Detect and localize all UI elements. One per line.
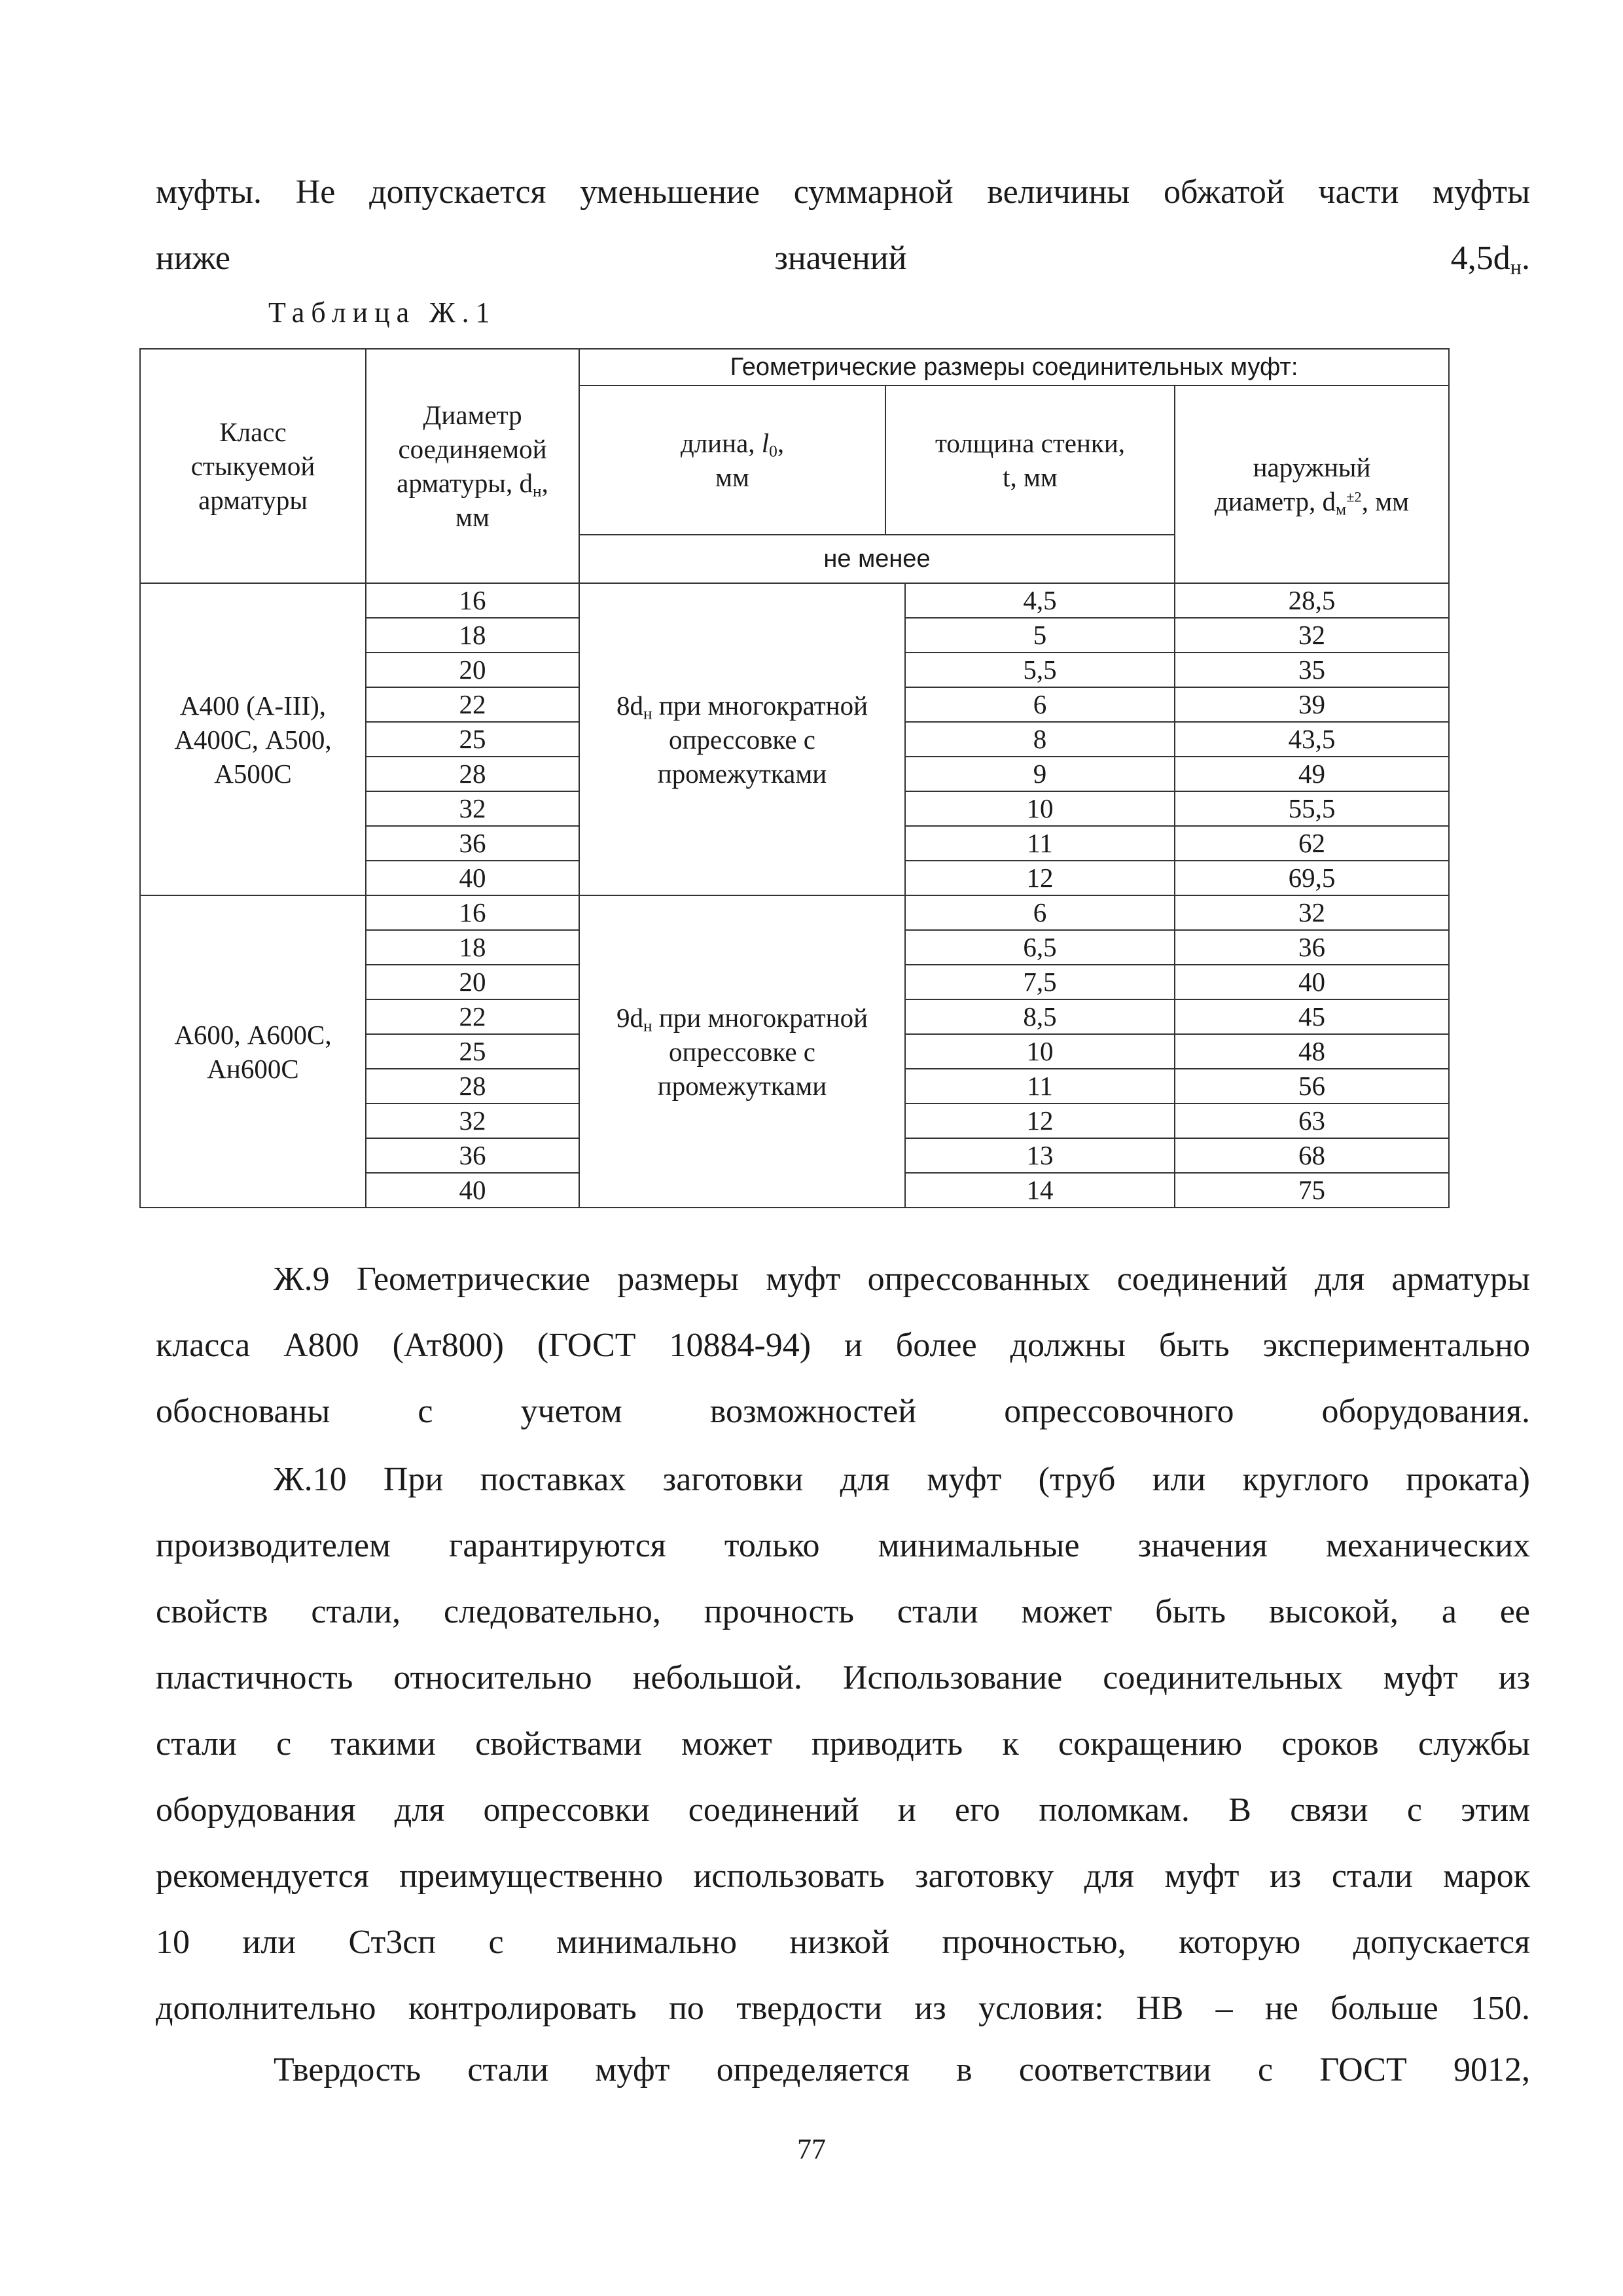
- text-line: обоснованы с учетом возможностей опрессовочного оборудования.: [156, 1393, 1530, 1430]
- cell-wall-thickness: 12: [905, 861, 1175, 895]
- cell-rebar-diameter: 40: [366, 861, 579, 895]
- cell-rebar-diameter: 32: [366, 1103, 579, 1138]
- cell-wall-thickness: 12: [905, 1103, 1175, 1138]
- header-geometry-group: Геометрические размеры соединительных муфт:: [579, 349, 1449, 386]
- cell-outer-diameter: 39: [1175, 687, 1449, 722]
- cell-wall-thickness: 8: [905, 722, 1175, 757]
- paragraph-zh10: [156, 1446, 1530, 2041]
- cell-outer-diameter: 68: [1175, 1138, 1449, 1173]
- table-header: [140, 349, 1449, 583]
- table-body: [140, 583, 1449, 1208]
- cell-wall-thickness: 4,5: [905, 583, 1175, 618]
- text-line: муфты. Не допускается уменьшение суммарной величины обжатой части муфты: [156, 173, 1530, 211]
- cell-length: $8d_н$ при многократной опрессовке с промежутками: [579, 583, 905, 895]
- cell-rebar-diameter: 40: [366, 1173, 579, 1208]
- text-line: стали с такими свойствами может приводить к сокращению сроков службы: [156, 1725, 1530, 1763]
- text-line: рекомендуется преимущественно использовать заготовку для муфт из стали марок: [156, 1857, 1530, 1895]
- cell-rebar-diameter: 22: [366, 999, 579, 1034]
- cell-rebar-diameter: 36: [366, 826, 579, 861]
- cell-rebar-diameter: 28: [366, 757, 579, 791]
- cell-wall-thickness: 6: [905, 895, 1175, 930]
- cell-outer-diameter: 32: [1175, 618, 1449, 653]
- cell-wall-thickness: 14: [905, 1173, 1175, 1208]
- header-min-note: не менее: [579, 535, 1175, 583]
- text-line: Твердость стали муфт определяется в соответствии с ГОСТ 9012,: [274, 2051, 1530, 2089]
- text-line: 10 или Ст3сп с минимально низкой прочностью, которую допускается: [156, 1924, 1530, 1961]
- table-row: [140, 583, 1449, 618]
- cell-rebar-diameter: 36: [366, 1138, 579, 1173]
- cell-outer-diameter: 55,5: [1175, 791, 1449, 826]
- cell-wall-thickness: 10: [905, 1034, 1175, 1069]
- cell-rebar-diameter: 25: [366, 1034, 579, 1069]
- header-diameter: Диаметр соединяемой арматуры, $d_н$, мм: [366, 349, 579, 583]
- cell-outer-diameter: 36: [1175, 930, 1449, 965]
- table-caption: Таблица Ж.1: [268, 296, 497, 329]
- cell-rebar-diameter: 22: [366, 687, 579, 722]
- cell-wall-thickness: 5,5: [905, 653, 1175, 687]
- text-line: производителем гарантируются только минимальные значения механических: [156, 1527, 1530, 1564]
- text-line: дополнительно контролировать по твердости из условия: НВ – не больше 150.: [156, 1990, 1530, 2027]
- paragraph-zh9: [156, 1246, 1530, 1444]
- cell-wall-thickness: 9: [905, 757, 1175, 791]
- header-thickness: толщина стенки, t, мм: [885, 386, 1175, 535]
- text-line: свойств стали, следовательно, прочность стали может быть высокой, а ее: [156, 1593, 1530, 1630]
- cell-outer-diameter: 32: [1175, 895, 1449, 930]
- cell-outer-diameter: 43,5: [1175, 722, 1449, 757]
- cell-rebar-diameter: 18: [366, 618, 579, 653]
- cell-rebar-diameter: 16: [366, 583, 579, 618]
- text-line: класса А800 (Ат800) (ГОСТ 10884-94) и более должны быть экспериментально: [156, 1327, 1530, 1364]
- cell-class: А600, А600С, Ан600С: [140, 895, 366, 1208]
- spec-table: [139, 348, 1450, 1208]
- cell-rebar-diameter: 25: [366, 722, 579, 757]
- cell-outer-diameter: 63: [1175, 1103, 1449, 1138]
- cell-wall-thickness: 11: [905, 1069, 1175, 1103]
- cell-rebar-diameter: 20: [366, 653, 579, 687]
- cell-wall-thickness: 8,5: [905, 999, 1175, 1034]
- paragraph-hardness: [156, 2037, 1530, 2103]
- header-outer-diameter: наружный диаметр, $d_м^{\pm 2}$, мм: [1175, 386, 1449, 583]
- header-class: Класс стыкуемой арматуры: [140, 349, 366, 583]
- cell-wall-thickness: 5: [905, 618, 1175, 653]
- text-line: Ж.10 При поставках заготовки для муфт (труб или круглого проката): [274, 1461, 1530, 1498]
- cell-wall-thickness: 11: [905, 826, 1175, 861]
- cell-wall-thickness: 7,5: [905, 965, 1175, 999]
- cell-outer-diameter: 28,5: [1175, 583, 1449, 618]
- cell-outer-diameter: 35: [1175, 653, 1449, 687]
- cell-outer-diameter: 40: [1175, 965, 1449, 999]
- cell-wall-thickness: 6: [905, 687, 1175, 722]
- text-line: ниже значений $4,5d_н$.: [156, 240, 1530, 279]
- header-length: длина, $l_0$, мм: [579, 386, 885, 535]
- cell-rebar-diameter: 20: [366, 965, 579, 999]
- cell-wall-thickness: 6,5: [905, 930, 1175, 965]
- cell-length: $9d_н$ при многократной опрессовке с промежутками: [579, 895, 905, 1208]
- cell-wall-thickness: 13: [905, 1138, 1175, 1173]
- top-paragraph: [156, 159, 1530, 291]
- page-number: 77: [797, 2133, 826, 2165]
- cell-outer-diameter: 75: [1175, 1173, 1449, 1208]
- table-row: [140, 895, 1449, 930]
- cell-outer-diameter: 49: [1175, 757, 1449, 791]
- cell-rebar-diameter: 32: [366, 791, 579, 826]
- cell-outer-diameter: 56: [1175, 1069, 1449, 1103]
- cell-outer-diameter: 48: [1175, 1034, 1449, 1069]
- cell-class: А400 (А-III), А400С, А500, А500С: [140, 583, 366, 895]
- text-line: оборудования для опрессовки соединений и его поломкам. В связи с этим: [156, 1791, 1530, 1829]
- cell-outer-diameter: 62: [1175, 826, 1449, 861]
- cell-rebar-diameter: 18: [366, 930, 579, 965]
- text-line: пластичность относительно небольшой. Использование соединительных муфт из: [156, 1659, 1530, 1696]
- cell-outer-diameter: 45: [1175, 999, 1449, 1034]
- cell-rebar-diameter: 16: [366, 895, 579, 930]
- cell-outer-diameter: 69,5: [1175, 861, 1449, 895]
- cell-rebar-diameter: 28: [366, 1069, 579, 1103]
- text-line: Ж.9 Геометрические размеры муфт опрессованных соединений для арматуры: [274, 1261, 1530, 1298]
- cell-wall-thickness: 10: [905, 791, 1175, 826]
